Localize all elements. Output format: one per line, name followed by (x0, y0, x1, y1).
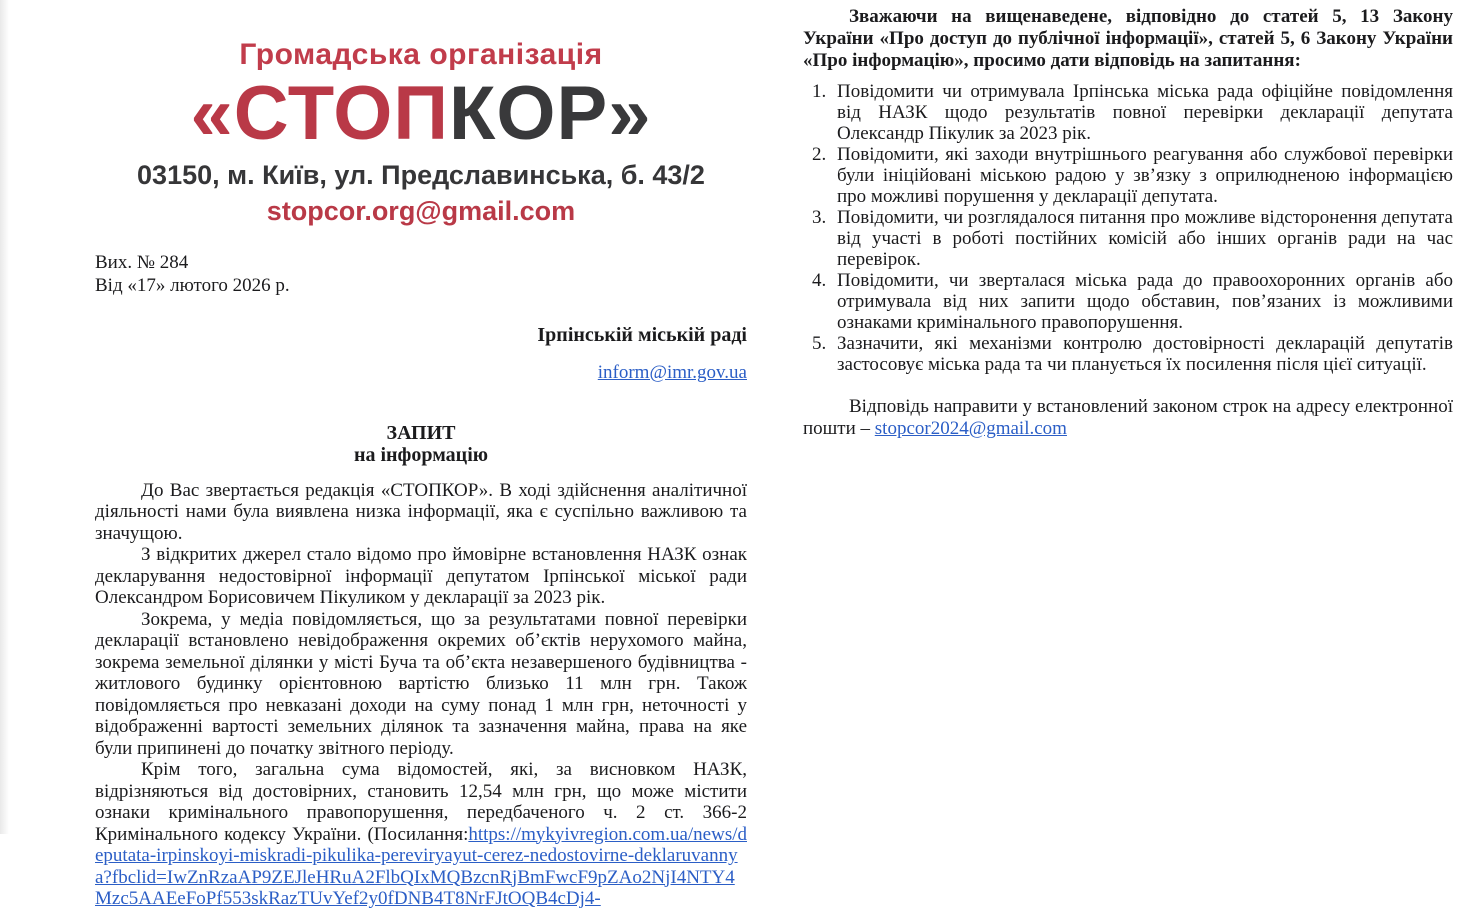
recipient-name: Ірпінській міській раді (537, 323, 747, 346)
question-number: 4. (812, 270, 827, 291)
question-text: Зазначити, які механізми контролю достовірності декларацій депутатів застосовує міська рада та чи планується їх посилення після цієї ситуації. (837, 333, 1453, 375)
document-title-line1: ЗАПИТ (386, 421, 456, 444)
document-title (95, 422, 747, 466)
org-email: stopcor.org@gmail.com (266, 195, 576, 226)
question-text: Повідомити, які заходи внутрішнього реагування або службової перевірки були ініційовані міською радою у зв’язку з оприлюдненою інформацією про можливі порушення у декларації депутата. (837, 144, 1453, 207)
reference-block (95, 251, 747, 297)
recipient-email-link[interactable]: inform@imr.gov.ua (597, 361, 747, 383)
source-article-link[interactable]: https://mykyivregion.com.ua/news/deputata-irpinskoyi-miskradi-pikulika-pereviryayut-cerez-nedostovirne-deklaruvannya?fbclid=IwZnRzaAP9ZEJleHRuA2FlbQIxMQBzcnRjBmFwcF9pZAo2NjI4NTY4Mzc5AAEeFoPf553skRazTUvYef2y0fDNB4T8NrFJtOQB4cDj4- (95, 823, 747, 910)
org-address: 03150, м. Київ, ул. Предславинська, б. 43/2 (137, 159, 705, 190)
reply-email-link[interactable]: stopcor2024@gmail.com (874, 418, 1067, 439)
letter-page-left (95, 38, 747, 910)
org-type-label: Громадська організація (239, 38, 603, 71)
recipient-email-row (95, 362, 747, 384)
question-text: Повідомити чи отримувала Ірпінська міська рада офіційне повідомлення від НАЗК щодо результатів повної перевірки декларації депутата Олександр Пікулик за 2023 рік. (837, 81, 1453, 144)
paragraph-total-amount-text: Крім того, загальна сума відомостей, які, за висновком НАЗК, відрізняються від достовірних, становить 12,54 млн грн, що може містити ознаки кримінального правопорушення, передбаченого ч. 2 ст. 366-2 Кримінального кодексу України. (Посилання: (95, 759, 747, 845)
question-number: 3. (812, 207, 827, 228)
outgoing-date: Від «17» лютого 2026 р. (95, 274, 290, 296)
legal-basis-paragraph: Зважаючи на вищенаведене, відповідно до статей 5, 13 Закону України «Про доступ до публічної інформації», статей 5, 6 Закону України «Про інформацію», просимо дати відповідь на запитання: (803, 6, 1453, 71)
question-number: 2. (812, 144, 827, 165)
question-text: Повідомити, чи розглядалося питання про можливе відсторонення депутата від участі в роботі постійних комісій або інших органів ради на час перевірок. (837, 207, 1453, 270)
question-item-5 (803, 333, 1453, 375)
question-text: Повідомити, чи зверталася міська рада до правоохоронних органів або отримувала від них запити щодо обставин, пов’язаних із можливими ознаками кримінального правопорушення. (837, 270, 1453, 333)
paragraph-intro: До Вас звертається редакція «СТОПКОР». В ході здійснення аналітичної діяльності нами була виявлена низка інформації, яка є суспільно важливою та значущою. (95, 479, 747, 544)
closing-text: Відповідь направити у встановлений законом строк на адресу електронної пошти – (803, 396, 1453, 439)
question-number: 1. (812, 81, 827, 102)
question-item-3 (803, 207, 1453, 270)
paragraph-findings: Зокрема, у медіа повідомляється, що за результатами повної перевірки декларації встановлено невідображення окремих об’єктів нерухомого майна, зокрема земельної ділянки у місті Буча та об’єкта незавершеного будівництва - житлового будинку орієнтовною вартістю близько 11 млн грн. Також повідомляється про невказані доходи на суму понад 1 млн грн, неточності у відображенні вартості земельних ділянок та зазначення майна, права на яке були припинені до початку звітного періоду. (95, 608, 747, 759)
org-logo-dark-part: КОР» (449, 71, 652, 156)
questions-list (803, 81, 1453, 375)
org-logo-red-part: «СТОП (190, 71, 450, 156)
scan-edge (0, 0, 9, 834)
closing-paragraph (803, 396, 1453, 440)
question-item-2 (803, 144, 1453, 207)
org-logo (95, 71, 747, 156)
letterhead (95, 38, 747, 227)
question-item-1 (803, 81, 1453, 144)
document-title-line2: на інформацію (353, 443, 489, 466)
question-number: 5. (812, 333, 827, 354)
question-item-4 (803, 270, 1453, 333)
outgoing-number: Вих. № 284 (95, 251, 189, 273)
paragraph-sources: З відкритих джерел стало відомо про ймовірне встановлення НАЗК ознак декларування недостовірної інформації депутатом Ірпінської міської ради Олександром Борисовичем Пікуликом у декларації за 2023 рік. (95, 544, 747, 609)
letter-page-right (803, 6, 1453, 459)
paragraph-total-amount (95, 759, 747, 910)
